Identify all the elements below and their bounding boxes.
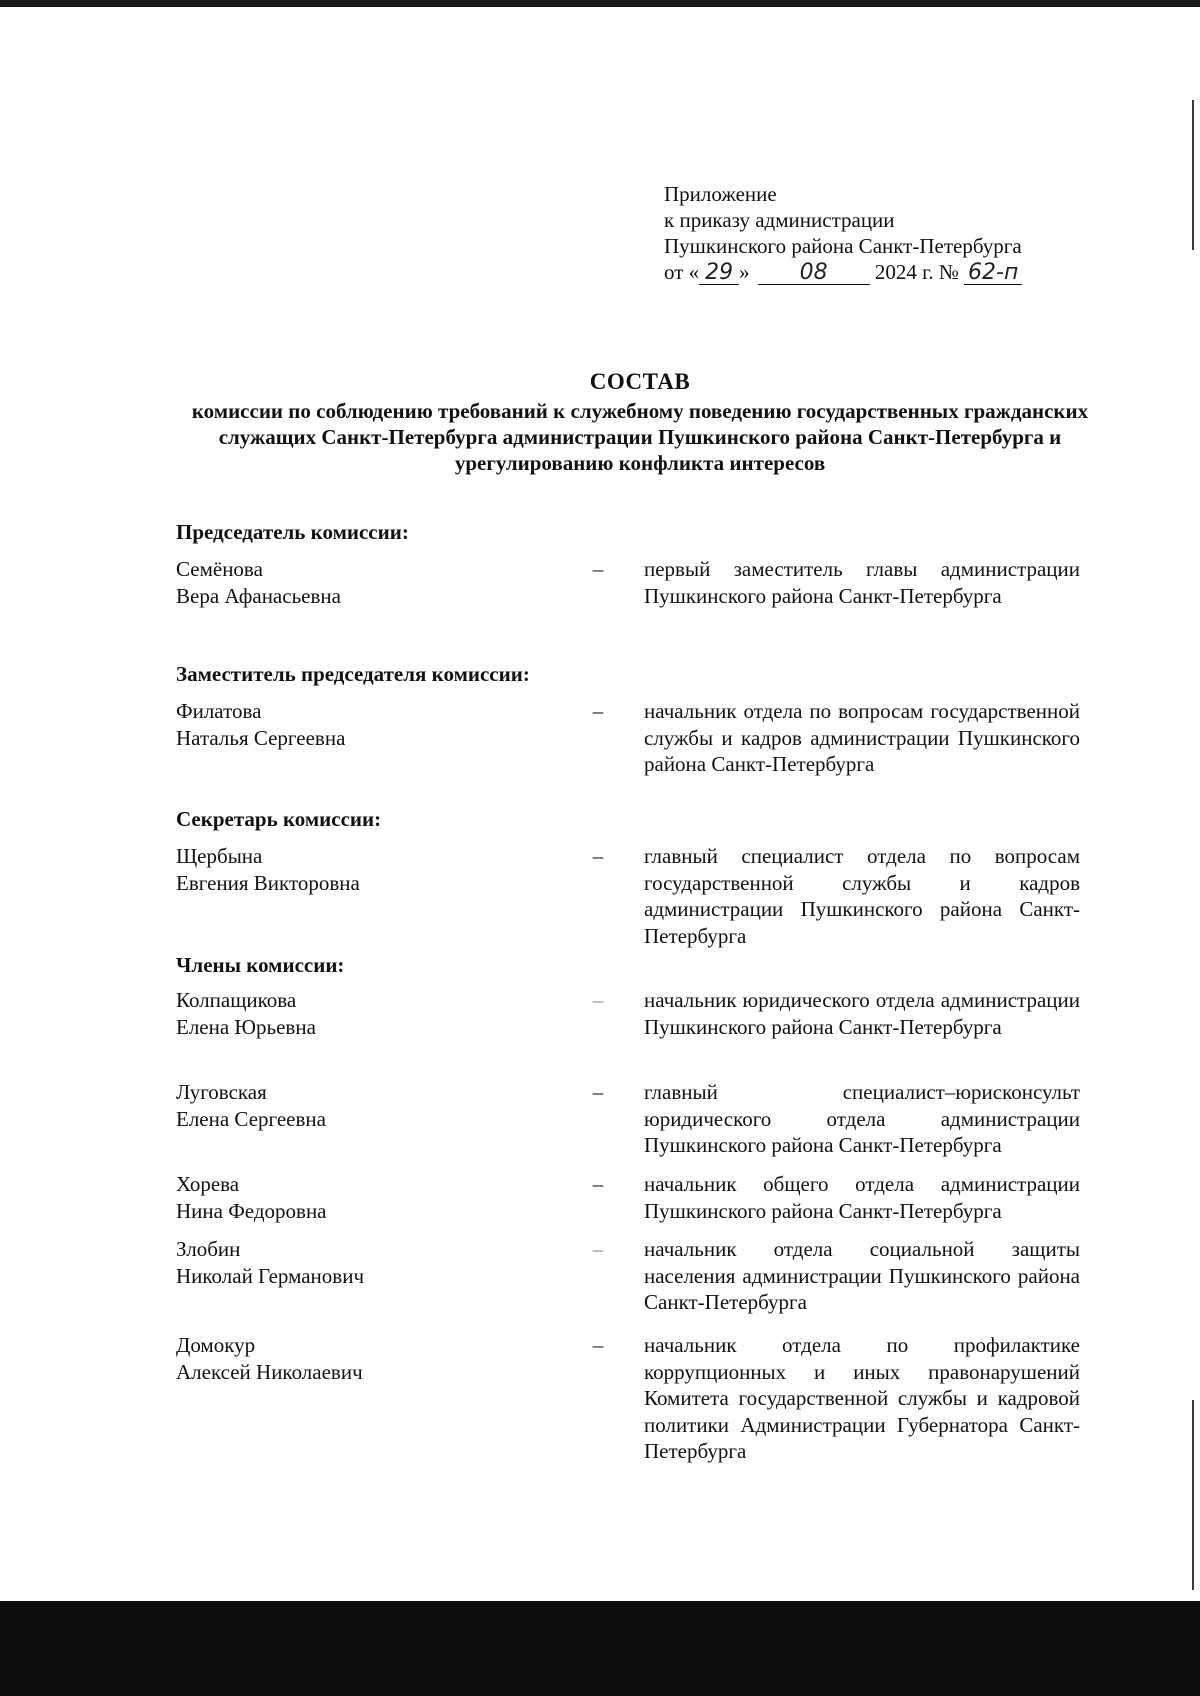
member-role: главный специалист–юрисконсульт юридического отдела администрации Пушкинского района Санкт-Петербурга [644, 1080, 1080, 1157]
dash-separator: – [592, 699, 604, 723]
member-given-name: Вера Афанасьевна [176, 583, 341, 608]
member-name [176, 987, 556, 1040]
date-year: 2024 г. № [874, 260, 959, 284]
member-surname: Луговская [176, 1080, 267, 1104]
document-subtitle: комиссии по соблюдению требований к служебному поведению государственных гражданских служащих Санкт-Петербурга администрации Пушкинского района Санкт-Петербурга и урегулированию конфликта интересов [191, 399, 1089, 475]
member-name [176, 843, 556, 896]
member-role: начальник отдела по профилактике коррупционных и иных правонарушений Комитета государственной службы и кадровой политики Администрации Губернатора Санкт-Петербурга [644, 1333, 1080, 1463]
member-role: начальник юридического отдела администрации Пушкинского района Санкт-Петербурга [644, 988, 1080, 1039]
handwritten-order-number: 62-п [964, 262, 1022, 285]
document-heading [150, 368, 1130, 476]
document-title: СОСТАВ [589, 369, 691, 394]
date-mid: » [739, 260, 750, 284]
member-name [176, 556, 556, 609]
member-given-name: Николай Германович [176, 1263, 365, 1288]
scan-border-bottom [0, 1601, 1200, 1696]
dash-separator: – [592, 1333, 604, 1357]
member-given-name: Елена Юрьевна [176, 1014, 316, 1039]
member-given-name: Елена Сергеевна [176, 1106, 326, 1131]
dash-separator: – [592, 557, 604, 581]
member-given-name: Алексей Николаевич [176, 1359, 363, 1384]
member-surname: Злобин [176, 1237, 241, 1261]
member-name [176, 1332, 556, 1385]
dash-separator: – [592, 1080, 604, 1104]
handwritten-month: 08 [758, 262, 870, 285]
member-name [176, 1171, 556, 1224]
dash-separator: – [592, 1237, 604, 1261]
member-role: начальник отдела социальной защиты населения администрации Пушкинского района Санкт-Петербурга [644, 1237, 1080, 1314]
member-role: начальник общего отдела администрации Пушкинского района Санкт-Петербурга [644, 1172, 1080, 1223]
dash-separator: – [592, 988, 604, 1012]
member-given-name: Нина Федоровна [176, 1198, 327, 1223]
appendix-line-3: Пушкинского района Санкт-Петербурга [664, 234, 1022, 258]
section-members: Члены комиссии: [176, 953, 345, 977]
member-surname: Щербына [176, 844, 263, 868]
member-given-name: Евгения Викторовна [176, 870, 360, 895]
appendix-header [664, 181, 1114, 285]
member-surname: Семёнова [176, 557, 263, 581]
handwritten-day: 29 [699, 262, 739, 285]
section-secretary: Секретарь комиссии: [176, 807, 382, 831]
member-role: начальник отдела по вопросам государственной службы и кадров администрации Пушкинского района Санкт-Петербурга [644, 699, 1080, 776]
appendix-line-2: к приказу администрации [664, 208, 895, 232]
dash-separator: – [592, 844, 604, 868]
member-surname: Домокур [176, 1333, 256, 1357]
member-given-name: Наталья Сергеевна [176, 725, 346, 750]
member-surname: Колпащикова [176, 988, 297, 1012]
member-name [176, 1079, 556, 1132]
member-role: первый заместитель главы администрации Пушкинского района Санкт-Петербурга [644, 557, 1080, 608]
dash-separator: – [592, 1172, 604, 1196]
member-name [176, 1236, 556, 1289]
member-role: главный специалист отдела по вопросам государственной службы и кадров администрации Пушкинского района Санкт-Петербурга [644, 844, 1080, 948]
member-name [176, 698, 556, 751]
section-chair: Председатель комиссии: [176, 520, 409, 544]
section-deputy: Заместитель председателя комиссии: [176, 662, 530, 686]
member-surname: Хорева [176, 1172, 240, 1196]
appendix-date-line [664, 259, 1114, 285]
member-surname: Филатова [176, 699, 262, 723]
date-prefix: от « [664, 260, 700, 284]
appendix-line-1: Приложение [664, 182, 777, 206]
